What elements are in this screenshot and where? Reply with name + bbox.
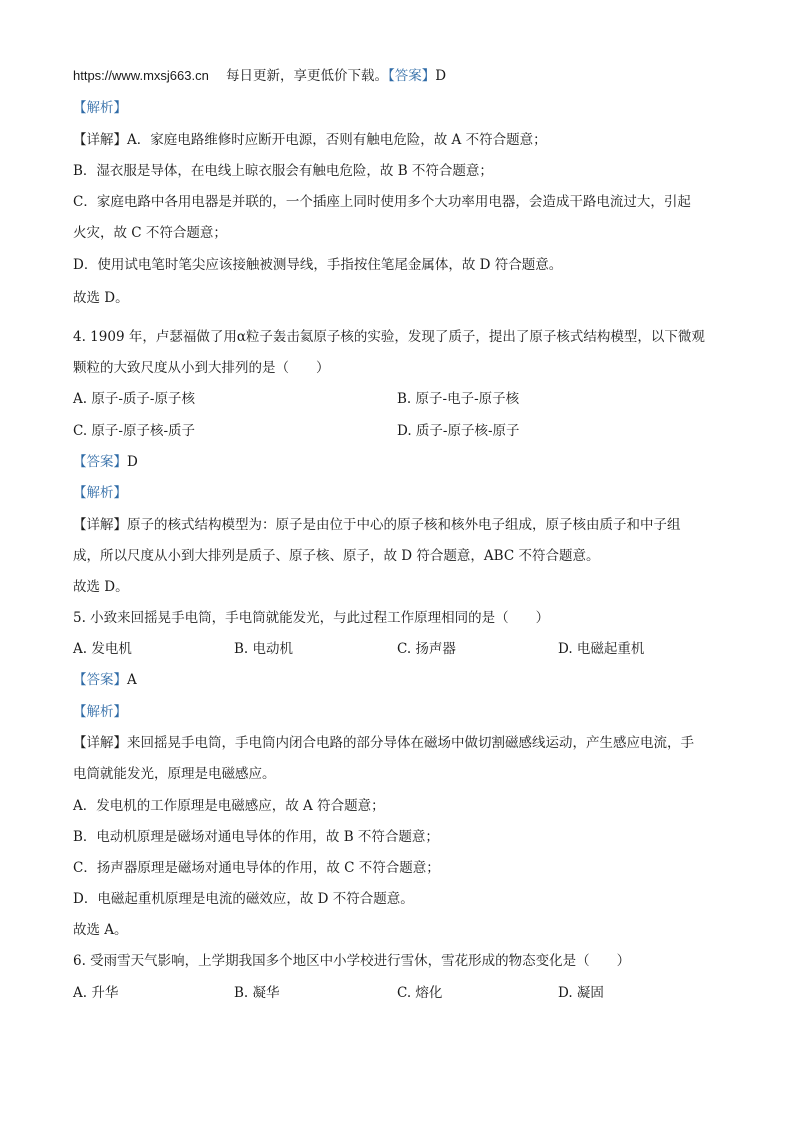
explanation-line: B．湿衣服是导体，在电线上晾衣服会有触电危险，故 B 不符合题意； [73, 163, 493, 179]
option-b: B. 原子-电子-原子核 [397, 391, 520, 407]
answer-line [73, 670, 137, 690]
explanation-line: A．发电机的工作原理是电磁感应，故 A 符合题意； [73, 798, 385, 814]
explanation-line: D．电磁起重机原理是电流的磁效应，故 D 不符合题意。 [73, 891, 414, 907]
conclusion: 故选 D。 [73, 579, 129, 595]
analysis-tag: 【解析】 [73, 704, 127, 720]
explanation-line: 电筒就能发光，原理是电磁感应。 [73, 766, 276, 782]
explanation-line: D．使用试电笔时笔尖应该接触被测导线，手指按住笔尾金属体，故 D 符合题意。 [73, 257, 563, 273]
detail-tag: 【详解】 [73, 735, 127, 751]
site-url[interactable]: https://www.mxsj663.cn [73, 68, 209, 83]
question-stem: 4. 1909 年，卢瑟福做了用α粒子轰击氦原子核的实验，发现了质子，提出了原子核式结构模型，以下微观 [73, 329, 705, 345]
detail-line [73, 515, 681, 535]
answer-value: D [127, 454, 138, 470]
analysis-tag: 【解析】 [73, 485, 127, 501]
explanation-line: 成，所以尺度从小到大排列是质子、原子核、原子，故 D 符合题意，ABC 不符合题意。 [73, 548, 600, 564]
detail-line [73, 733, 694, 753]
explanation-line: 火灾，故 C 不符合题意； [73, 225, 227, 241]
question-stem: 5. 小致来回摇晃手电筒，手电筒就能发光，与此过程工作原理相同的是（ ） [73, 610, 550, 626]
conclusion: 故选 D。 [73, 290, 129, 306]
detail-line [73, 130, 547, 150]
option-a: A. 发电机 [73, 641, 132, 657]
detail-tag: 【详解】 [73, 517, 127, 533]
option-a: A. 升华 [73, 985, 119, 1001]
explanation-line: B．电动机原理是磁场对通电导体的作用，故 B 不符合题意； [73, 829, 439, 845]
detail-text: 原子的核式结构模型为：原子是由位于中心的原子核和核外电子组成，原子核由质子和中子组 [127, 517, 681, 533]
answer-tag: 【答案】 [73, 454, 127, 470]
site-slogan: 每日更新，享更低价下载。 [226, 68, 388, 84]
answer-tag: 【答案】 [388, 68, 436, 84]
conclusion: 故选 A。 [73, 922, 128, 938]
option-c: C. 熔化 [397, 985, 443, 1001]
option-b: B. 凝华 [234, 985, 280, 1001]
option-d: D. 电磁起重机 [558, 641, 645, 657]
answer-tag: 【答案】 [73, 672, 127, 688]
option-d: D. 质子-原子核-原子 [397, 423, 520, 439]
option-a: A. 原子-质子-原子核 [73, 391, 195, 407]
question-stem: 6. 受雨雪天气影响，上学期我国多个地区中小学校进行雪休，雪花形成的物态变化是（ ） [73, 953, 631, 969]
answer-value: D [435, 68, 447, 84]
option-b: B. 电动机 [234, 641, 294, 657]
option-c: C. 原子-原子核-质子 [73, 423, 196, 439]
answer-line [73, 452, 138, 472]
analysis-tag: 【解析】 [73, 100, 127, 116]
detail-text: 来回摇晃手电筒，手电筒内闭合电路的部分导体在磁场中做切割磁感线运动，产生感应电流，手 [127, 735, 694, 751]
question-stem: 颗粒的大致尺度从小到大排列的是（ ） [73, 360, 330, 376]
answer-value: A [127, 672, 137, 688]
detail-tag: 【详解】 [73, 132, 127, 148]
option-c: C. 扬声器 [397, 641, 456, 657]
option-d: D. 凝固 [558, 985, 604, 1001]
detail-text: A．家庭电路维修时应断开电源，否则有触电危险，故 A 不符合题意； [127, 132, 547, 148]
header-line [73, 66, 446, 86]
explanation-line: C．扬声器原理是磁场对通电导体的作用，故 C 不符合题意； [73, 860, 440, 876]
explanation-line: C．家庭电路中各用电器是并联的，一个插座上同时使用多个大功率用电器，会造成干路电流过大，引起 [73, 194, 691, 210]
